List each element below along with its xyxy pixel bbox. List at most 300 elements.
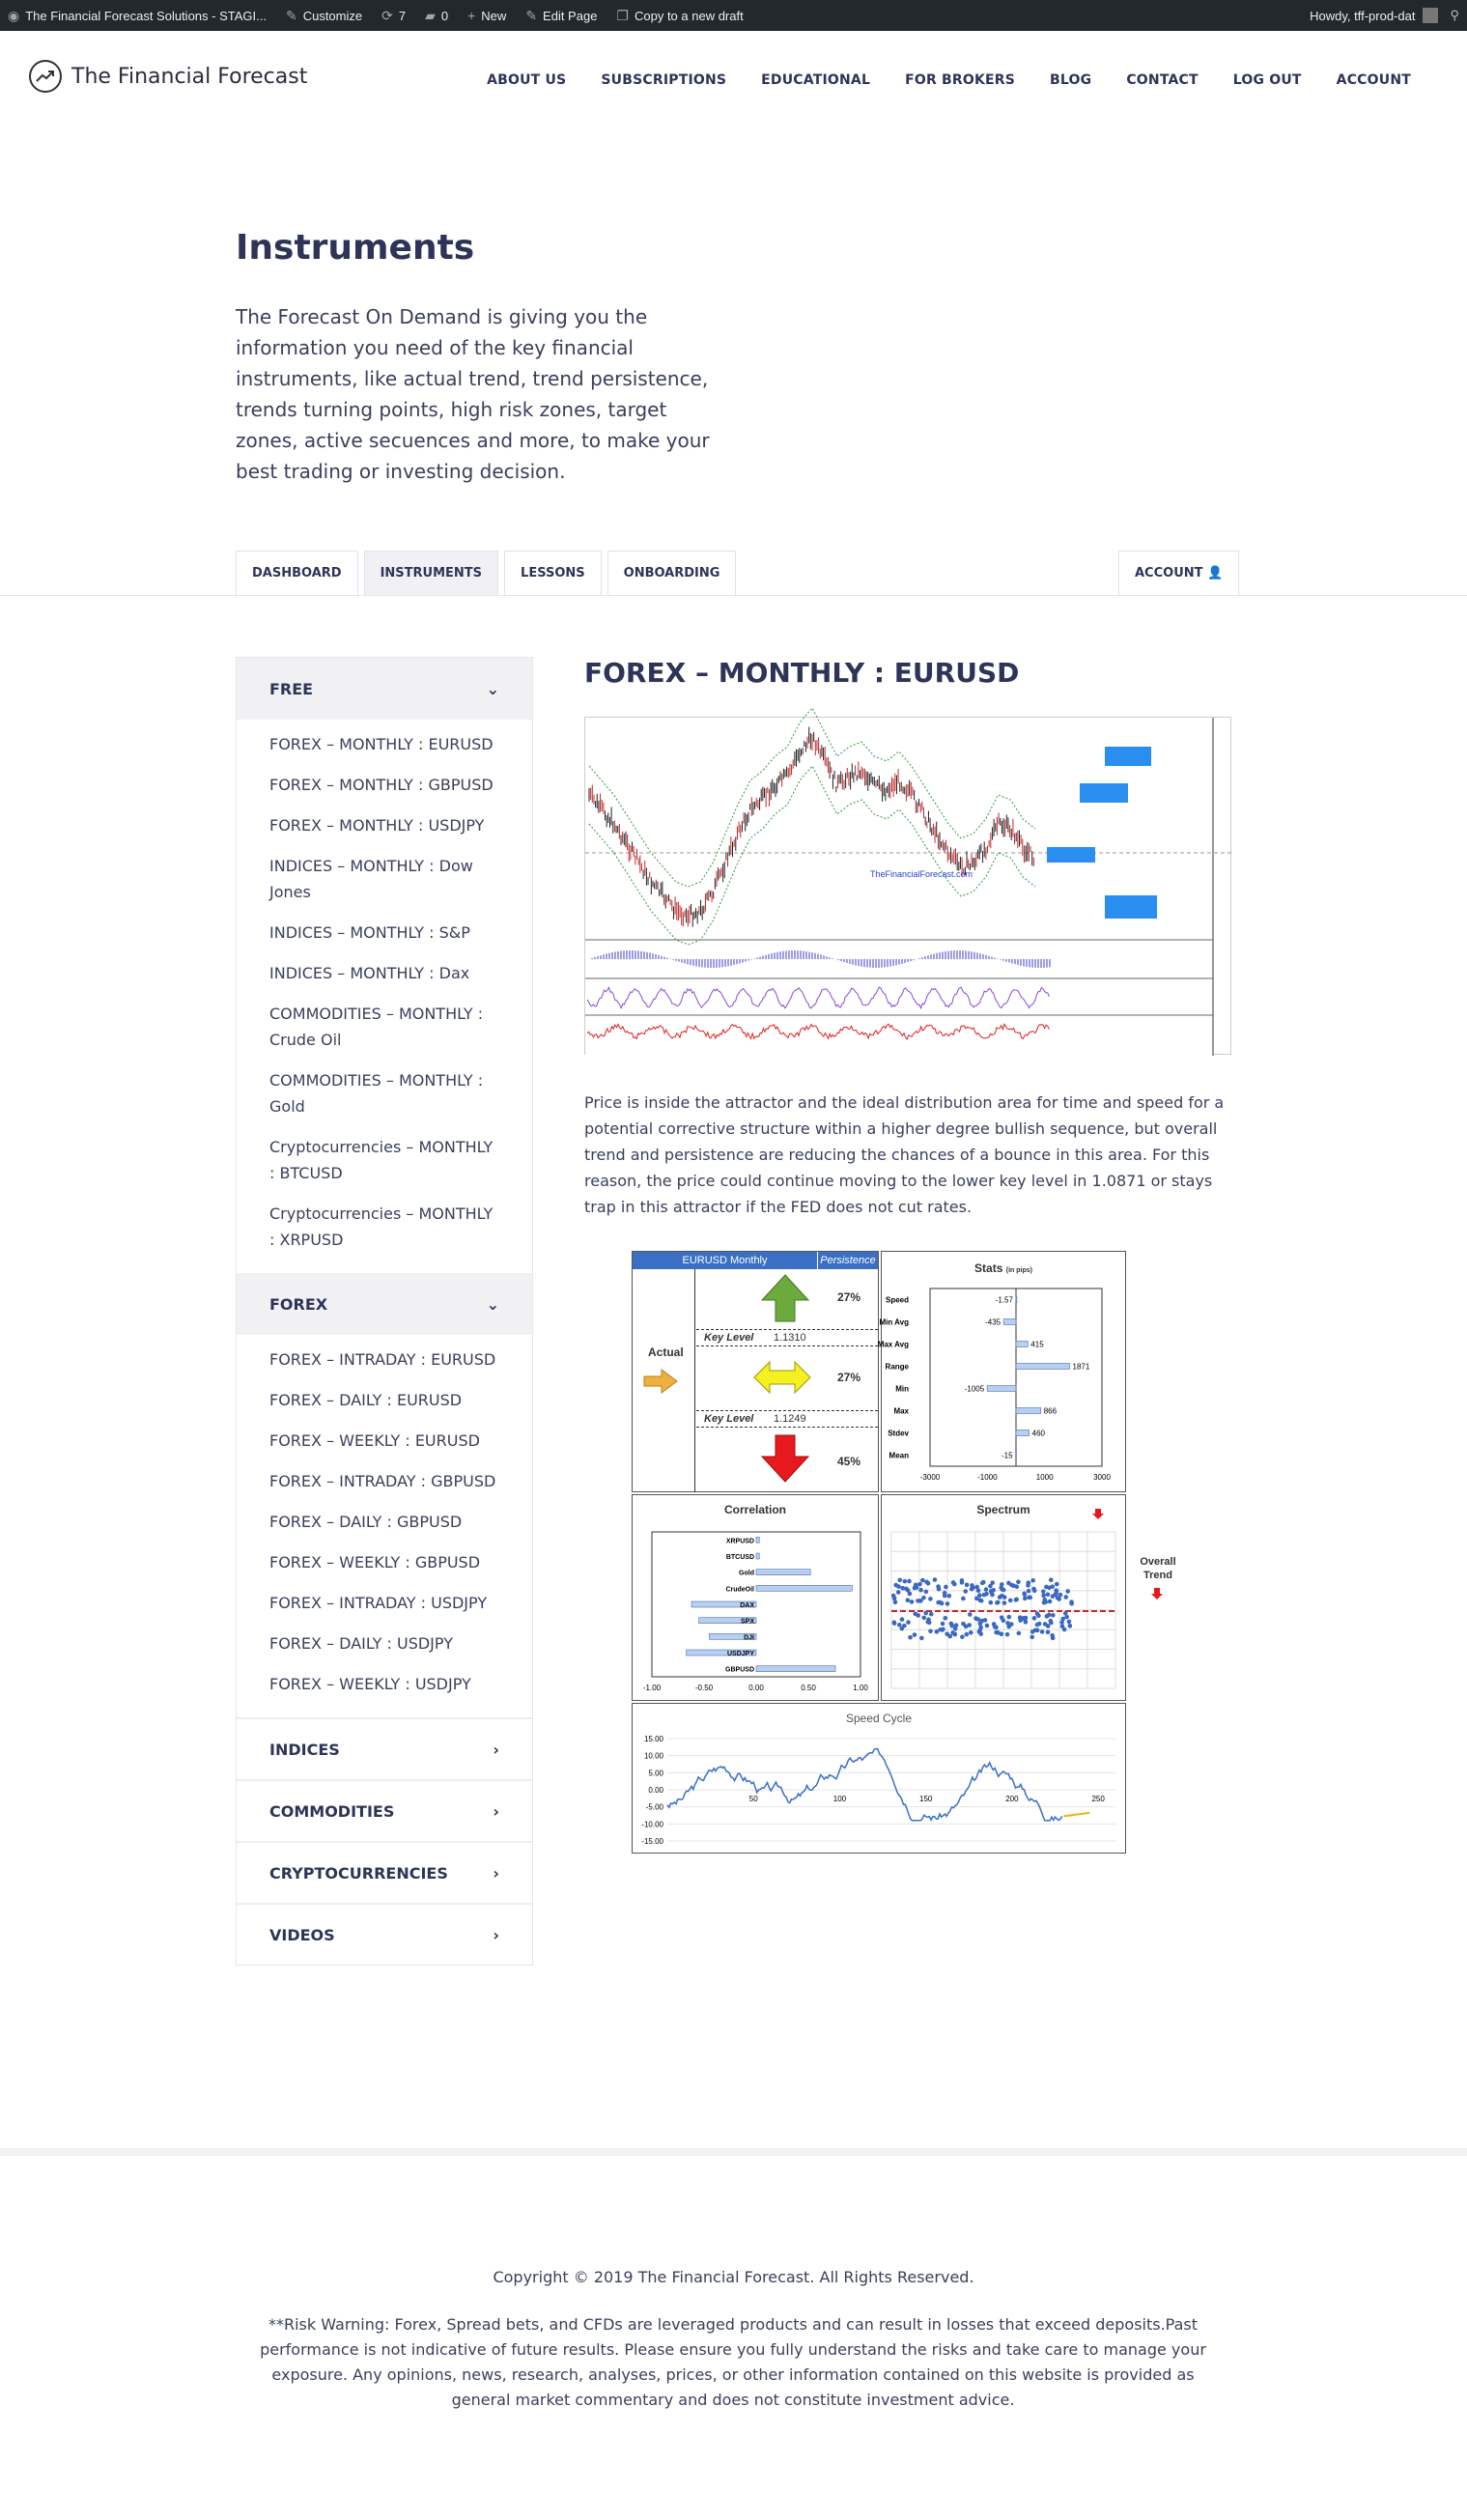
spectrum-point <box>1055 1582 1059 1587</box>
stats-bar <box>1016 1430 1030 1436</box>
stats-panel <box>877 1251 1126 1492</box>
spectrum-point <box>949 1622 954 1627</box>
spectrum-point <box>936 1584 941 1589</box>
correlation-tick-label: -0.50 <box>694 1684 714 1692</box>
spectrum-point <box>1030 1635 1034 1640</box>
risk-warning: **Risk Warning: Forex, Spread bets, and CFDs are leveraged products and can result in losses that exceed deposits.Past performance is not indicative of future results. Please ensure you fully understand the risks and take care to manage your exposure. Any opinions, news, research, analyses, prices, or other information contained on this website is provided as general market commentary and does not constitute investment advice. <box>260 2315 1206 2409</box>
stats-bar <box>1016 1453 1017 1458</box>
sidebar-item[interactable]: Cryptocurrencies – MONTHLY : BTCUSD <box>269 1138 494 1182</box>
admin-site-link[interactable]: ◉ The Financial Forecast Solutions - STAGI... <box>8 7 267 23</box>
spectrum-point <box>979 1599 984 1603</box>
spectrum-point <box>919 1636 924 1641</box>
spectrum-point <box>1060 1617 1065 1622</box>
spectrum-point <box>1006 1581 1011 1586</box>
spectrum-panel <box>881 1494 1126 1701</box>
stats-bar <box>1016 1408 1041 1414</box>
tab-divider <box>0 595 1467 596</box>
spectrum-point <box>903 1579 908 1584</box>
correlation-bar <box>756 1553 759 1559</box>
chevron-right-icon: › <box>493 1863 499 1883</box>
spectrum-point <box>906 1620 911 1625</box>
spectrum-point <box>1065 1589 1070 1594</box>
stats-data-label: -15 <box>1001 1451 1013 1460</box>
sidebar-item[interactable]: INDICES – MONTHLY : Dax <box>269 964 470 982</box>
admin-edit-link[interactable]: ✎ Edit Page <box>525 7 598 23</box>
sidebar-item[interactable]: COMMODITIES – MONTHLY : Crude Oil <box>269 1005 484 1049</box>
stats-data-label: 1871 <box>1072 1362 1090 1372</box>
spectrum-point <box>1000 1594 1004 1599</box>
spectrum-point <box>975 1617 980 1622</box>
price-chart-image <box>584 717 1231 1055</box>
target-zone-box <box>1047 847 1095 863</box>
spectrum-point <box>938 1600 943 1605</box>
spectrum-point <box>918 1588 923 1593</box>
plus-icon: + <box>467 8 476 23</box>
stats-data-label: -435 <box>985 1317 1002 1327</box>
spectrum-point <box>933 1577 938 1582</box>
spectrum-point <box>1051 1613 1056 1618</box>
price-chart-svg <box>585 718 1232 1056</box>
spectrum-point <box>1048 1600 1053 1604</box>
sidebar-item[interactable]: FOREX – WEEKLY : EURUSD <box>269 1431 480 1450</box>
stats-data-label: -1.57 <box>995 1295 1013 1305</box>
spectrum-point <box>1049 1621 1054 1626</box>
nav-educational[interactable]: EDUCATIONAL <box>761 72 871 88</box>
spectrum-point <box>938 1628 943 1632</box>
spectrum-point <box>923 1611 928 1616</box>
admin-customize-link[interactable]: ✎ Customize <box>285 7 363 23</box>
stats-category-label: Max <box>893 1406 909 1416</box>
spectrum-point <box>954 1623 959 1628</box>
nav-log-out[interactable]: LOG OUT <box>1232 72 1302 88</box>
speed-cycle-chart-svg <box>633 1704 1127 1855</box>
correlation-category-label: XRPUSD <box>725 1538 754 1545</box>
spectrum-chart-svg <box>882 1495 1127 1702</box>
sidebar-item[interactable]: FOREX – MONTHLY : USDJPY <box>269 816 485 835</box>
spectrum-point <box>921 1616 926 1621</box>
section-tabs <box>236 551 742 595</box>
speed-tick-label: 250 <box>1091 1795 1105 1803</box>
key-level-down: Key Level 1.1249 <box>696 1410 878 1428</box>
copyright: Copyright © 2019 The Financial Forecast. All Rights Reserved. <box>493 2268 974 2286</box>
sidebar-item[interactable]: FOREX – INTRADAY : GBPUSD <box>269 1472 496 1490</box>
spectrum-point <box>953 1632 958 1637</box>
spectrum-point <box>906 1598 911 1602</box>
spectrum-point <box>1062 1628 1067 1632</box>
sidebar-item[interactable]: FOREX – WEEKLY : GBPUSD <box>269 1553 481 1571</box>
site-logo[interactable] <box>29 60 307 93</box>
brush-icon: ✎ <box>285 7 297 23</box>
spectrum-point <box>929 1612 934 1617</box>
correlation-category-label: CrudeOil <box>725 1586 754 1594</box>
spectrum-point <box>1027 1589 1031 1594</box>
spectrum-point <box>985 1624 990 1628</box>
tab-lessons[interactable]: LESSONS <box>504 551 602 595</box>
correlation-category-label: BTCUSD <box>725 1554 754 1561</box>
category-commodities[interactable]: COMMODITIES › <box>237 1779 532 1841</box>
spectrum-point <box>918 1599 923 1603</box>
sidebar-item[interactable]: COMMODITIES – MONTHLY : Gold <box>269 1071 484 1116</box>
copy-icon: ❐ <box>616 7 629 23</box>
spectrum-point <box>964 1625 969 1629</box>
spectrum-point <box>946 1594 951 1599</box>
nav-about-us[interactable]: ABOUT US <box>487 72 567 88</box>
correlation-category-label: SPX <box>740 1618 754 1626</box>
spectrum-point <box>1050 1584 1055 1589</box>
spectrum-point <box>917 1582 922 1587</box>
comment-icon: ▰ <box>425 7 436 23</box>
spectrum-point <box>1017 1631 1022 1636</box>
chevron-down-icon: ⌄ <box>486 679 499 698</box>
footer-divider <box>0 2148 1467 2156</box>
user-icon: 👤 <box>1207 566 1224 580</box>
spectrum-point <box>1008 1599 1013 1603</box>
nav-subscriptions[interactable]: SUBSCRIPTIONS <box>601 72 727 88</box>
spectrum-point <box>924 1590 929 1595</box>
spectrum-point <box>994 1630 999 1635</box>
stats-tick-label: 1000 <box>1035 1473 1054 1482</box>
spectrum-point <box>1026 1583 1030 1588</box>
stats-title: Stats (in pips) <box>974 1261 1032 1275</box>
speed-tick-label: 50 <box>748 1795 758 1803</box>
instrument-sidebar <box>236 657 533 1966</box>
spectrum-title: Spectrum <box>976 1503 1030 1516</box>
correlation-category-label: USDJPY <box>726 1651 754 1657</box>
correlation-panel <box>632 1494 879 1701</box>
spectrum-point <box>1030 1578 1035 1583</box>
speed-tick-label: -5.00 <box>645 1802 663 1812</box>
spectrum-point <box>1042 1598 1047 1602</box>
spectrum-point <box>1041 1594 1046 1599</box>
stats-data-label: 415 <box>1030 1340 1044 1349</box>
target-zone-box <box>1080 783 1128 803</box>
speed-tick-label: 10.00 <box>643 1751 663 1761</box>
correlation-category-label: GBPUSD <box>725 1666 754 1674</box>
sidebar-item[interactable]: FOREX – INTRADAY : EURUSD <box>269 1350 496 1369</box>
stats-data-label: 460 <box>1031 1429 1046 1438</box>
pct-mid: 27% <box>837 1371 861 1384</box>
spectrum-point <box>991 1588 996 1593</box>
spectrum-point <box>1006 1615 1011 1620</box>
spectrum-point <box>1053 1593 1058 1598</box>
spectrum-point <box>1032 1616 1037 1621</box>
speed-tick-label: 0.00 <box>648 1786 663 1795</box>
correlation-bar <box>756 1666 835 1672</box>
sidebar-item[interactable]: FOREX – WEEKLY : USDJPY <box>269 1675 471 1693</box>
spectrum-point <box>1035 1623 1040 1628</box>
spectrum-point <box>960 1634 965 1639</box>
stats-category-label: Speed <box>885 1295 909 1305</box>
speed-forecast-line <box>1063 1813 1089 1817</box>
spectrum-point <box>910 1600 915 1604</box>
target-zone-box <box>1105 747 1151 766</box>
stats-category-label: Mean <box>889 1451 909 1460</box>
sidebar-item[interactable]: FOREX – DAILY : USDJPY <box>269 1634 453 1653</box>
stats-category-label: Stdev <box>888 1429 909 1438</box>
spectrum-point <box>1068 1624 1073 1628</box>
main-nav <box>452 72 1411 88</box>
sidebar-item[interactable]: FOREX – DAILY : GBPUSD <box>269 1513 463 1531</box>
stats-data-label: -1005 <box>964 1384 985 1394</box>
spectrum-point <box>926 1617 931 1622</box>
spectrum-point <box>961 1597 966 1601</box>
pct-up: 27% <box>837 1290 861 1304</box>
spectrum-point <box>943 1616 947 1621</box>
sidebar-item[interactable]: INDICES – MONTHLY : S&P <box>269 923 470 942</box>
spectrum-point <box>907 1579 912 1584</box>
spectrum-point <box>897 1623 902 1628</box>
nav-blog[interactable]: BLOG <box>1050 72 1092 88</box>
refresh-icon: ⟳ <box>381 7 393 23</box>
spectrum-point <box>1046 1592 1051 1597</box>
speed-tick-label: 15.00 <box>643 1735 663 1743</box>
analysis-text: Price is inside the attractor and the ideal distribution area for time and speed for a potential corrective structure within a higher degree bullish sequence, but overall trend and persistence are reducing the chances of a bounce in this area. For this reason, the price could continue moving to the lower key level in 1.0871 or stays trap in this attractor if the FED does not cut rates. <box>584 1093 1225 1216</box>
correlation-tick-label: 1.00 <box>853 1684 868 1692</box>
correlation-title: Correlation <box>723 1503 786 1516</box>
spectrum-point <box>906 1588 911 1593</box>
instrument-title: FOREX – MONTHLY : EURUSD <box>584 657 1020 689</box>
spectrum-point <box>900 1586 905 1591</box>
spectrum-point <box>1058 1593 1063 1598</box>
spectrum-point <box>900 1617 905 1622</box>
stats-bar <box>1016 1342 1028 1347</box>
spectrum-point <box>968 1612 973 1617</box>
spectrum-point <box>1035 1628 1040 1633</box>
key-level-up: Key Level 1.1310 <box>696 1329 878 1346</box>
spectrum-point <box>983 1618 988 1623</box>
spectrum-point <box>1002 1600 1007 1605</box>
spectrum-point <box>1006 1625 1011 1629</box>
stats-bar <box>987 1386 1016 1392</box>
pct-down: 45% <box>837 1455 861 1468</box>
spectrum-point <box>1011 1584 1016 1589</box>
stats-category-label: Min <box>895 1384 909 1394</box>
forecast-dashboard <box>632 1251 1176 1854</box>
correlation-bar <box>756 1585 852 1591</box>
tab-dashboard[interactable]: DASHBOARD <box>236 551 358 595</box>
tab-account[interactable]: ACCOUNT 👤 <box>1118 551 1239 595</box>
spectrum-point <box>1040 1629 1045 1634</box>
pencil-icon: ✎ <box>525 7 538 23</box>
spectrum-point <box>913 1632 917 1637</box>
spectrum-point <box>1063 1595 1068 1600</box>
spectrum-point <box>1027 1596 1031 1600</box>
wordpress-icon: ◉ <box>8 7 20 23</box>
arrow-down-icon <box>760 1433 810 1488</box>
chevron-down-icon: ⌄ <box>486 1294 499 1314</box>
arrow-both-icon <box>752 1358 812 1402</box>
category-indices[interactable]: INDICES › <box>237 1717 532 1779</box>
stats-bar <box>1016 1297 1017 1303</box>
category-forex[interactable]: FOREX ⌄ <box>237 1273 532 1335</box>
persistence-header <box>633 1252 878 1269</box>
spectrum-point <box>994 1625 999 1629</box>
spectrum-point <box>963 1589 968 1594</box>
stats-category-label: Min Avg <box>879 1317 909 1327</box>
spectrum-point <box>1054 1588 1058 1593</box>
spectrum-point <box>945 1631 949 1636</box>
speed-tick-label: 200 <box>1005 1795 1019 1803</box>
spectrum-point <box>999 1586 1003 1591</box>
spectrum-point <box>978 1622 983 1627</box>
spectrum-point <box>941 1622 945 1627</box>
admin-howdy[interactable]: Howdy, tff-prod-dat <box>1310 8 1416 23</box>
spectrum-point <box>1069 1600 1074 1604</box>
spectrum-point <box>944 1585 948 1590</box>
chevron-right-icon: › <box>493 1740 499 1759</box>
spectrum-point <box>892 1597 897 1601</box>
speed-tick-label: -10.00 <box>641 1820 663 1829</box>
speed-cycle-line <box>667 1749 1062 1821</box>
admin-copy-link[interactable]: ❐ Copy to a new draft <box>616 7 744 23</box>
spectrum-point <box>1032 1589 1037 1594</box>
spectrum-point <box>1064 1615 1069 1620</box>
spectrum-point <box>943 1591 947 1596</box>
spectrum-point <box>1023 1597 1028 1601</box>
stats-tick-label: 3000 <box>1093 1473 1111 1482</box>
stats-bar <box>1003 1319 1016 1325</box>
sidebar-item[interactable]: Cryptocurrencies – MONTHLY : XRPUSD <box>269 1204 494 1249</box>
spectrum-point <box>899 1627 904 1631</box>
category-free[interactable]: FREE ⌄ <box>237 658 532 720</box>
correlation-tick-label: -1.00 <box>642 1684 662 1692</box>
category-videos[interactable]: VIDEOS › <box>237 1903 532 1965</box>
spectrum-point <box>1041 1589 1046 1594</box>
sidebar-item[interactable]: FOREX – MONTHLY : GBPUSD <box>269 776 494 794</box>
spectrum-point <box>990 1593 995 1598</box>
spectrum-point <box>1005 1632 1010 1637</box>
spectrum-point <box>970 1583 974 1588</box>
stats-chart-svg <box>877 1252 1127 1493</box>
spectrum-point <box>1016 1579 1021 1584</box>
spectrum-point <box>1023 1592 1028 1597</box>
spectrum-point <box>908 1635 913 1640</box>
spectrum-point <box>920 1578 925 1583</box>
speed-tick-label: 5.00 <box>648 1769 663 1778</box>
trend-up-icon <box>29 60 62 93</box>
spectrum-point <box>1047 1613 1052 1618</box>
stats-data-label: 866 <box>1043 1406 1058 1416</box>
chevron-right-icon: › <box>493 1925 499 1944</box>
spectrum-point <box>960 1580 965 1585</box>
spectrum-point <box>965 1632 970 1637</box>
chevron-right-icon: › <box>493 1801 499 1821</box>
search-icon[interactable]: ⚲ <box>1450 8 1459 22</box>
stats-category-label: Max Avg <box>877 1340 909 1349</box>
spectrum-point <box>945 1601 950 1606</box>
stats-category-label: Range <box>885 1362 909 1372</box>
sidebar-item[interactable]: FOREX – MONTHLY : EURUSD <box>269 735 494 753</box>
actual-divider <box>694 1269 695 1492</box>
header-right: Persistence <box>820 1255 876 1266</box>
admin-new-link[interactable]: + New <box>467 8 507 23</box>
chart-watermark: TheFinancialForecast.com <box>870 869 973 879</box>
tab-instruments[interactable]: INSTRUMENTS <box>364 551 498 595</box>
spectrum-point <box>951 1580 956 1585</box>
correlation-bar <box>756 1537 759 1543</box>
stats-bar <box>1016 1364 1070 1370</box>
stats-tick-label: -3000 <box>919 1473 941 1482</box>
spectrum-point <box>976 1588 981 1593</box>
spectrum-point <box>1018 1616 1023 1621</box>
correlation-tick-label: 0.50 <box>801 1684 816 1692</box>
spectrum-point <box>990 1580 995 1585</box>
persistence-panel <box>632 1251 879 1492</box>
correlation-category-label: DJI <box>744 1634 754 1642</box>
actual-label: Actual <box>648 1345 684 1359</box>
spectrum-point <box>1046 1629 1051 1634</box>
spectrum-point <box>978 1631 983 1636</box>
arrow-up-icon <box>760 1273 810 1328</box>
spectrum-point <box>974 1597 979 1601</box>
nav-for-brokers[interactable]: FOR BROKERS <box>905 72 1016 88</box>
category-forex-list <box>237 1335 532 1717</box>
avatar[interactable] <box>1423 8 1438 23</box>
admin-comments-link[interactable]: ▰ 0 <box>425 7 449 23</box>
correlation-bar <box>756 1570 810 1575</box>
spectrum-point <box>892 1620 897 1625</box>
spectrum-point <box>916 1613 920 1618</box>
spectrum-point <box>926 1581 931 1586</box>
spectrum-point <box>928 1628 933 1633</box>
tab-onboarding[interactable]: ONBOARDING <box>607 551 737 595</box>
correlation-category-label: Gold <box>739 1570 754 1577</box>
spectrum-point <box>896 1590 901 1595</box>
speed-cycle-panel <box>632 1703 1126 1854</box>
spectrum-point <box>1050 1633 1055 1638</box>
spectrum-point <box>893 1583 898 1588</box>
spectrum-point <box>965 1583 970 1588</box>
speed-tick-label: 150 <box>919 1795 933 1803</box>
overall-down-arrow-icon <box>1151 1587 1163 1605</box>
spectrum-point <box>1014 1598 1019 1602</box>
spectrum-point <box>893 1600 898 1604</box>
spectrum-point <box>913 1586 917 1591</box>
spectrum-point <box>1002 1618 1006 1623</box>
speed-tick-label: -15.00 <box>641 1837 663 1846</box>
spectrum-point <box>1036 1613 1041 1618</box>
spectrum-point <box>1030 1629 1035 1634</box>
page-title: Instruments <box>236 228 475 268</box>
spectrum-point <box>1023 1617 1028 1622</box>
speed-cycle-title: Speed Cycle <box>845 1712 913 1725</box>
spectrum-point <box>996 1600 1001 1605</box>
spectrum-point <box>1049 1577 1054 1582</box>
sidebar-item[interactable]: INDICES – MONTHLY : Dow Jones <box>269 857 473 901</box>
intro-text: The Forecast On Demand is giving you the information you need of the key financial instruments, like actual trend, trend persistence, trends turning points, high risk zones, target zones, active secuences and more, to make your best trading or investing decision. <box>236 305 710 483</box>
spectrum-point <box>1067 1620 1072 1625</box>
spectrum-point <box>981 1580 986 1585</box>
spectrum-point <box>1043 1622 1048 1627</box>
arrow-right-icon <box>642 1368 679 1400</box>
category-cryptocurrencies[interactable]: CRYPTOCURRENCIES › <box>237 1841 532 1903</box>
correlation-category-label: DAX <box>740 1602 754 1609</box>
sidebar-item[interactable]: FOREX – DAILY : EURUSD <box>269 1391 463 1409</box>
admin-bar <box>0 0 1467 31</box>
target-zone-box <box>1105 895 1157 919</box>
spectrum-point <box>984 1587 989 1592</box>
spectrum-point <box>897 1578 902 1583</box>
category-free-list <box>237 720 532 1273</box>
sidebar-item[interactable]: FOREX – INTRADAY : USDJPY <box>269 1594 488 1612</box>
spectrum-point <box>928 1597 933 1601</box>
speed-tick-label: 100 <box>832 1795 847 1803</box>
spectrum-point <box>988 1600 993 1605</box>
nav-account[interactable]: ACCOUNT <box>1336 72 1411 88</box>
nav-contact[interactable]: CONTACT <box>1126 72 1199 88</box>
admin-updates-link[interactable]: ⟳ 7 <box>381 7 407 23</box>
correlation-chart-svg <box>633 1495 880 1702</box>
